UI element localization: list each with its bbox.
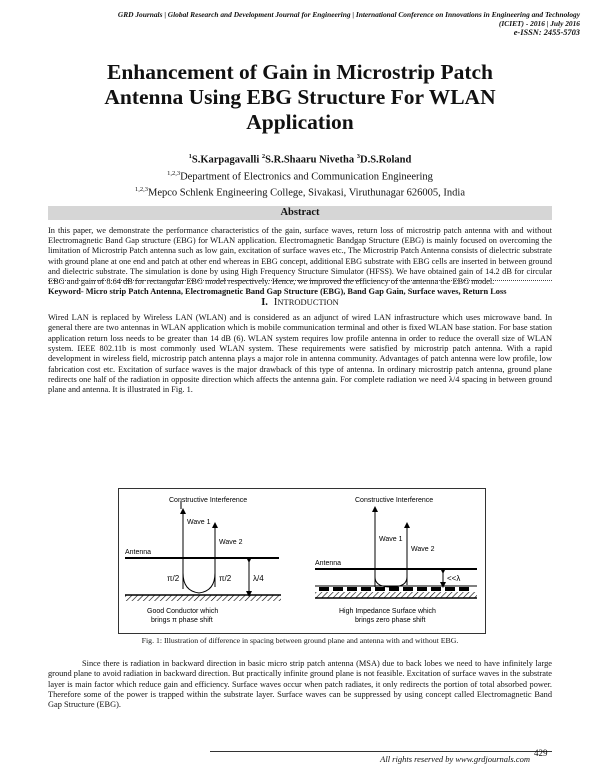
- college-sup: 1,2,3: [134, 186, 148, 193]
- page-number: 429: [534, 748, 548, 758]
- footer-rule: [210, 751, 552, 752]
- header-issn: e-ISSN: 2455-5703: [513, 28, 580, 37]
- college-text: Mepco Schlenk Engineering College, Sivakasi, Viruthunagar 626005, India: [147, 187, 466, 199]
- journal-header: [0, 10, 580, 37]
- right-panel: [315, 497, 477, 624]
- author-college: [0, 183, 600, 200]
- author2-name: S.R.Shaaru Nivetha: [265, 154, 357, 166]
- right-bottom-label2: brings zero phase shift: [355, 617, 426, 624]
- department-text: Department of Electronics and Communication Engineering: [180, 171, 433, 182]
- left-pi-right: π/2: [219, 574, 232, 583]
- abstract-text: In this paper, we demonstrate the performance characteristics of the gain, surface waves, return loss of microstrip patch antenna with and without Electromagnetic Band Gap structure (EBG) for WLAN application. Electromagnetic Bandgap Structure (EBG) is mainly focused on overcoming the limitation of Microstrip Patch antenna such as low gain, excitation of surface waves etc., The Microstrip Patch Antenna consists of dielectric substrate with ground plane at one end and patch at other end whereas in EBG concept, additional EBG substrate with EBG cells are inserted in between ground and dielectric substrate. The simulation is done by using High Frequency Structure Simulator (HFSS). We have obtained gain of 14.2 dB for circular EBG and gain of 8.64 dB for rectangular EBG model respectively. Hence, we improved the efficiency of the antenna the EBG model.: [48, 226, 552, 287]
- right-ebg-surface: [315, 586, 477, 598]
- left-title: Constructive Interference: [169, 497, 248, 504]
- right-wave2-label: Wave 2: [411, 546, 435, 553]
- figure-1: [118, 488, 486, 634]
- left-bottom-label2: brings π phase shift: [151, 617, 213, 624]
- section-rest: NTRODUCTION: [277, 297, 339, 307]
- author2-sup: 2: [261, 153, 266, 160]
- footer-prefix: All rights reserved by: [380, 754, 456, 764]
- left-bottom-label1: Good Conductor which: [147, 608, 219, 615]
- section-number: I.: [261, 297, 268, 308]
- author-block: [0, 150, 600, 200]
- paper-title: [40, 60, 560, 135]
- department-sup: 1,2,3: [167, 169, 181, 177]
- section-initial: I: [273, 297, 278, 308]
- author1-sup: 1: [188, 153, 192, 160]
- body-paragraph-2-text: Since there is radiation in backward direction in basic micro strip patch antenna (MSA) due to back lobes we need to have infinitely large ground plane to avoid radiation in backward direction. But practically infinite ground plane is not feasible. Excitation of surface waves in the substrate layer is main factor which reduce gain and efficiency. Surface waves occur when patch radiates, it only redirects the portion of total absorbed power. Therefore some of the power is trapped within the substrate layer. Surface waves can be suppressed by using concept called Electromagnetic Band Gap Structure (EBG).: [48, 659, 552, 710]
- right-spacing-label: <<λ: [447, 574, 461, 583]
- abstract-body: [48, 226, 552, 297]
- right-bottom-label1: High Impedance Surface which: [339, 608, 436, 615]
- body-paragraph-2: [48, 659, 552, 710]
- author-department: [0, 167, 600, 184]
- footer-site-link[interactable]: www.grdjournals.com: [455, 754, 530, 764]
- left-wave1-label: Wave 1: [187, 519, 211, 526]
- figure-1-caption: Fig. 1: Illustration of difference in spacing between ground plane and antenna with and without EBG.: [141, 636, 459, 645]
- author3-name: D.S.Roland: [360, 154, 412, 166]
- right-title: Constructive Interference: [355, 497, 434, 504]
- section-heading-introduction: [0, 297, 600, 308]
- right-wave-curve: [375, 570, 407, 587]
- title-line2: Antenna Using EBG Structure For WLAN: [104, 85, 496, 109]
- left-panel: [125, 497, 281, 624]
- header-line1: GRD Journals | Global Research and Development Journal for Engineering | International Conference on Innovations in Engineering and Technology: [117, 10, 580, 19]
- left-pi-left: π/2: [167, 574, 180, 583]
- right-antenna-label: Antenna: [315, 560, 342, 567]
- left-antenna-label: Antenna: [125, 549, 152, 556]
- author-names: [0, 150, 600, 167]
- author3-sup: 3: [356, 153, 360, 160]
- introduction-paragraph: Wired LAN is replaced by Wireless LAN (WLAN) and is considered as an adjunct of wired LAN infrastructure which uses microwave band. In general there are two antennas in WLAN application which is mobile communication terminal and other is fixed WLAN base station. For base station application return loss needs to be greater than 14 dB (6). WLAN system requires low profile antenna in order to reduce the overall size of WLAN system. IEEE 802.11b is most commonly used WLAN system. These requirements were satisfied by microstrip patch antenna. With a rapid development in wireless field, microstrip patch antenna plays a major role in antenna community. Advantages of patch antenna were low profile, low fabrication cost etc. Excitation of surface waves is the major drawback of this type of antenna. In ordinary microstrip patch antenna, ground plane redirects one half of the radiation in opposite direction which affects the antenna gain. For complete radiation we need λ/4 spacing in between ground plane and antenna. It is illustrated in Fig. 1.: [48, 313, 552, 395]
- author1-name: S.Karpagavalli: [191, 154, 262, 166]
- right-wave1-label: Wave 1: [379, 536, 403, 543]
- title-line1: Enhancement of Gain in Microstrip Patch: [107, 60, 493, 84]
- figure-1-diagram: [119, 489, 485, 633]
- left-spacing-label: λ/4: [253, 574, 264, 583]
- abstract-heading: Abstract: [48, 206, 552, 220]
- keywords: Keyword- Micro strip Patch Antenna, Electromagnetic Band Gap Structure (EBG), Band Gap Gain, Surface waves, Return Loss: [48, 287, 507, 297]
- left-wave-curve: [183, 559, 215, 593]
- header-line2: (ICIET) - 2016 | July 2016: [498, 19, 580, 28]
- title-line3: Application: [246, 110, 354, 134]
- left-wave2-label: Wave 2: [219, 539, 243, 546]
- left-ground-plane: [125, 595, 281, 601]
- footer-rights: [300, 754, 530, 764]
- section-divider: [48, 280, 552, 281]
